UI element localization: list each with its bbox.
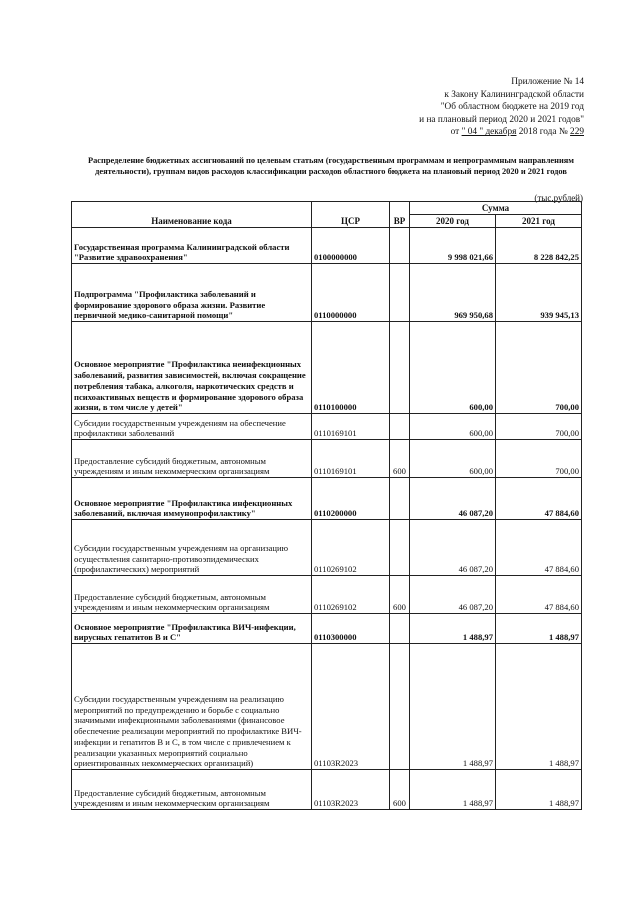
row-csr: 0110100000 [312, 322, 390, 414]
row-csr: 0110000000 [312, 264, 390, 322]
appendix-date [364, 126, 584, 139]
table-row [72, 322, 582, 414]
row-vr [390, 520, 410, 576]
row-name: Подпрограмма "Профилактика заболеваний и формирование здорового образа жизни. Развитие первичной медико-санитарной помощи" [72, 264, 312, 322]
table-row [72, 520, 582, 576]
row-csr: 01103R2023 [312, 770, 390, 810]
header-csr: ЦСР [312, 202, 390, 228]
table-row [72, 478, 582, 520]
row-name: Предоставление субсидий бюджетным, автономным учреждениям и иным некоммерческим организациям [72, 440, 312, 478]
row-2021: 1 488,97 [496, 770, 582, 810]
row-2021: 939 945,13 [496, 264, 582, 322]
row-name: Субсидии государственным учреждениям на реализацию мероприятий по предупреждению и борьбе с социально значимыми инфекционными заболеваниями (финансовое обеспечение реализации мероприятий по профилактике ВИЧ-инфекции и гепатитов В и С, в том числе с привлечением к реализации указанных мероприятий социально ориентированных некоммерческих организаций) [72, 644, 312, 770]
row-vr [390, 478, 410, 520]
row-2021: 700,00 [496, 414, 582, 440]
header-sum: Сумма [410, 202, 582, 215]
row-vr [390, 644, 410, 770]
appendix-header [364, 76, 584, 139]
row-vr [390, 264, 410, 322]
row-2020: 600,00 [410, 440, 496, 478]
row-2021: 47 884,60 [496, 520, 582, 576]
row-vr [390, 228, 410, 264]
row-2020: 600,00 [410, 322, 496, 414]
table-row [72, 644, 582, 770]
header-vr: ВР [390, 202, 410, 228]
row-2021: 47 884,60 [496, 576, 582, 614]
row-2021: 1 488,97 [496, 644, 582, 770]
row-2020: 969 950,68 [410, 264, 496, 322]
row-vr [390, 614, 410, 644]
row-2020: 1 488,97 [410, 614, 496, 644]
table-row [72, 414, 582, 440]
row-csr: 0110269102 [312, 520, 390, 576]
row-name: Основное мероприятие "Профилактика ВИЧ-инфекции, вирусных гепатитов В и С" [72, 614, 312, 644]
date-prefix: от [450, 127, 460, 138]
row-csr: 0100000000 [312, 228, 390, 264]
appendix-budget: "Об областном бюджете на 2019 год [440, 102, 584, 113]
row-vr: 600 [390, 440, 410, 478]
row-2020: 600,00 [410, 414, 496, 440]
row-name: Субсидии государственным учреждениям на обеспечение профилактики заболеваний [72, 414, 312, 440]
row-name: Предоставление субсидий бюджетным, автономным учреждениям и иным некоммерческим организациям [72, 770, 312, 810]
table-row [72, 228, 582, 264]
row-2020: 46 087,20 [410, 520, 496, 576]
appendix-number: Приложение № 14 [511, 77, 584, 87]
row-csr: 0110169101 [312, 414, 390, 440]
row-name: Государственная программа Калининградской области "Развитие здравоохранения" [72, 228, 312, 264]
budget-table [71, 201, 582, 810]
row-vr: 600 [390, 770, 410, 810]
header-name: Наименование кода [72, 202, 312, 228]
row-2020: 1 488,97 [410, 644, 496, 770]
header-2020: 2020 год [410, 215, 496, 228]
row-2020: 1 488,97 [410, 770, 496, 810]
document-title: Распределение бюджетных ассигнований по целевым статьям (государственным программам и непрограммным направлениям деятельности), группам видов расходов классификации расходов областного бюджета на плановый период 2020 и 2021 годов [87, 156, 575, 177]
appendix-period: и на плановый период 2020 и 2021 годов" [419, 114, 584, 125]
row-name: Предоставление субсидий бюджетным, автономным учреждениям и иным некоммерческим организациям [72, 576, 312, 614]
row-name: Основное мероприятие "Профилактика инфекционных заболеваний, включая иммунопрофилактику" [72, 478, 312, 520]
row-2021: 700,00 [496, 440, 582, 478]
row-csr: 0110169101 [312, 440, 390, 478]
date-day: " 04 " декабря [461, 127, 517, 138]
table-row [72, 614, 582, 644]
row-2021: 8 228 842,25 [496, 228, 582, 264]
table-row [72, 440, 582, 478]
header-2021: 2021 год [496, 215, 582, 228]
row-csr: 0110269102 [312, 576, 390, 614]
row-2020: 9 998 021,66 [410, 228, 496, 264]
row-2020: 46 087,20 [410, 478, 496, 520]
row-csr: 0110300000 [312, 614, 390, 644]
row-2021: 47 884,60 [496, 478, 582, 520]
row-2021: 700,00 [496, 322, 582, 414]
row-name: Основное мероприятие "Профилактика неинфекционных заболеваний, развития зависимостей, включая сокращение потребления табака, алкоголя, наркотических средств и психоактивных веществ и формирование здорового образа жизни, в том числе у детей" [72, 322, 312, 414]
table-row [72, 770, 582, 810]
row-csr: 01103R2023 [312, 644, 390, 770]
row-csr: 0110200000 [312, 478, 390, 520]
row-2020: 46 087,20 [410, 576, 496, 614]
table-row [72, 264, 582, 322]
table-row [72, 576, 582, 614]
row-vr: 600 [390, 576, 410, 614]
date-year: 2018 года № [518, 127, 568, 138]
row-name: Субсидии государственным учреждениям на организацию осуществления санитарно-противоэпидемических (профилактических) мероприятий [72, 520, 312, 576]
row-vr [390, 322, 410, 414]
units-label: (тыс.рублей) [534, 193, 583, 203]
appendix-law: к Закону Калининградской области [444, 89, 584, 100]
row-2021: 1 488,97 [496, 614, 582, 644]
law-number: 229 [570, 127, 584, 138]
row-vr [390, 414, 410, 440]
